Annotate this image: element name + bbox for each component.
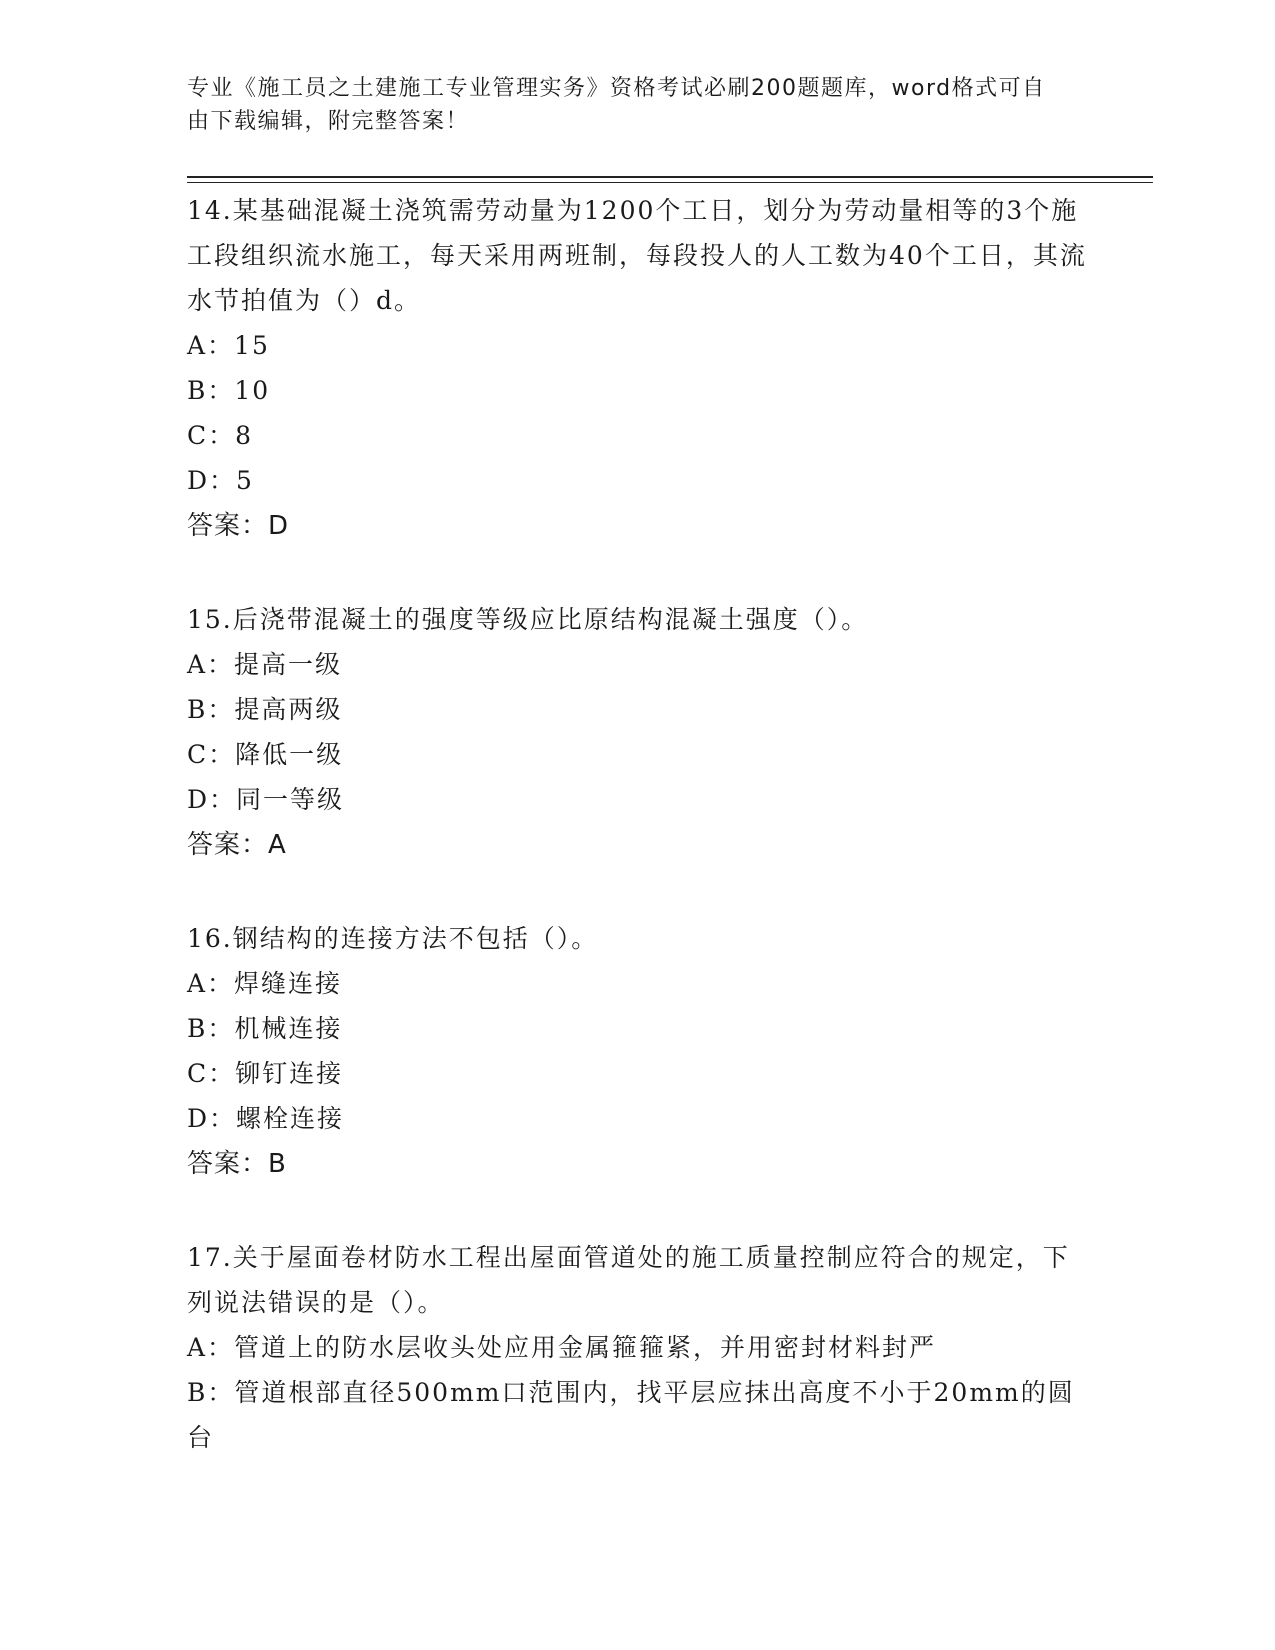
option-c: C：降低一级 [187, 740, 344, 769]
option-a: A：焊缝连接 [187, 969, 343, 998]
question-text: 14.某基础混凝土浇筑需劳动量为1200个工日，划分为劳动量相等的3个施工段组织流水施工，每天采用两班制，每段投人的人工数为40个工日，其流水节拍值为（）d。 [187, 196, 1087, 315]
question-17 [187, 1235, 1087, 1460]
answer-line: 答案：B [187, 1149, 287, 1179]
option-c: C：铆钉连接 [187, 1059, 344, 1088]
question-list [187, 188, 1087, 1508]
option-a: A：提高一级 [187, 650, 343, 679]
option-d: D：同一等级 [187, 785, 345, 814]
option-d: D：5 [187, 466, 254, 495]
answer-line: 答案：D [187, 511, 290, 541]
header-rule-thin [187, 182, 1153, 183]
option-b: B：10 [187, 376, 271, 405]
document-header: 专业《施工员之土建施工专业管理实务》资格考试必刷200题题库，word格式可自由下载编辑，附完整答案！ [187, 76, 1046, 134]
option-c: C：8 [187, 421, 254, 450]
option-b: B：管道根部直径500mm口范围内，找平层应抹出高度不小于20mm的圆台 [187, 1378, 1075, 1452]
option-a: A：15 [187, 331, 270, 360]
question-text: 17.关于屋面卷材防水工程出屋面管道处的施工质量控制应符合的规定，下列说法错误的是（）。 [187, 1243, 1070, 1317]
option-b: B：提高两级 [187, 695, 343, 724]
option-a: A：管道上的防水层收头处应用金属箍箍紧，并用密封材料封严 [187, 1333, 937, 1362]
question-16 [187, 916, 1087, 1187]
question-14 [187, 188, 1087, 549]
answer-line: 答案：A [187, 830, 287, 860]
question-text: 15.后浇带混凝土的强度等级应比原结构混凝土强度（）。 [187, 605, 869, 634]
option-d: D：螺栓连接 [187, 1104, 345, 1133]
header-rule-thick [187, 176, 1153, 178]
question-15 [187, 597, 1087, 868]
question-text: 16.钢结构的连接方法不包括（）。 [187, 924, 599, 953]
option-b: B：机械连接 [187, 1014, 343, 1043]
